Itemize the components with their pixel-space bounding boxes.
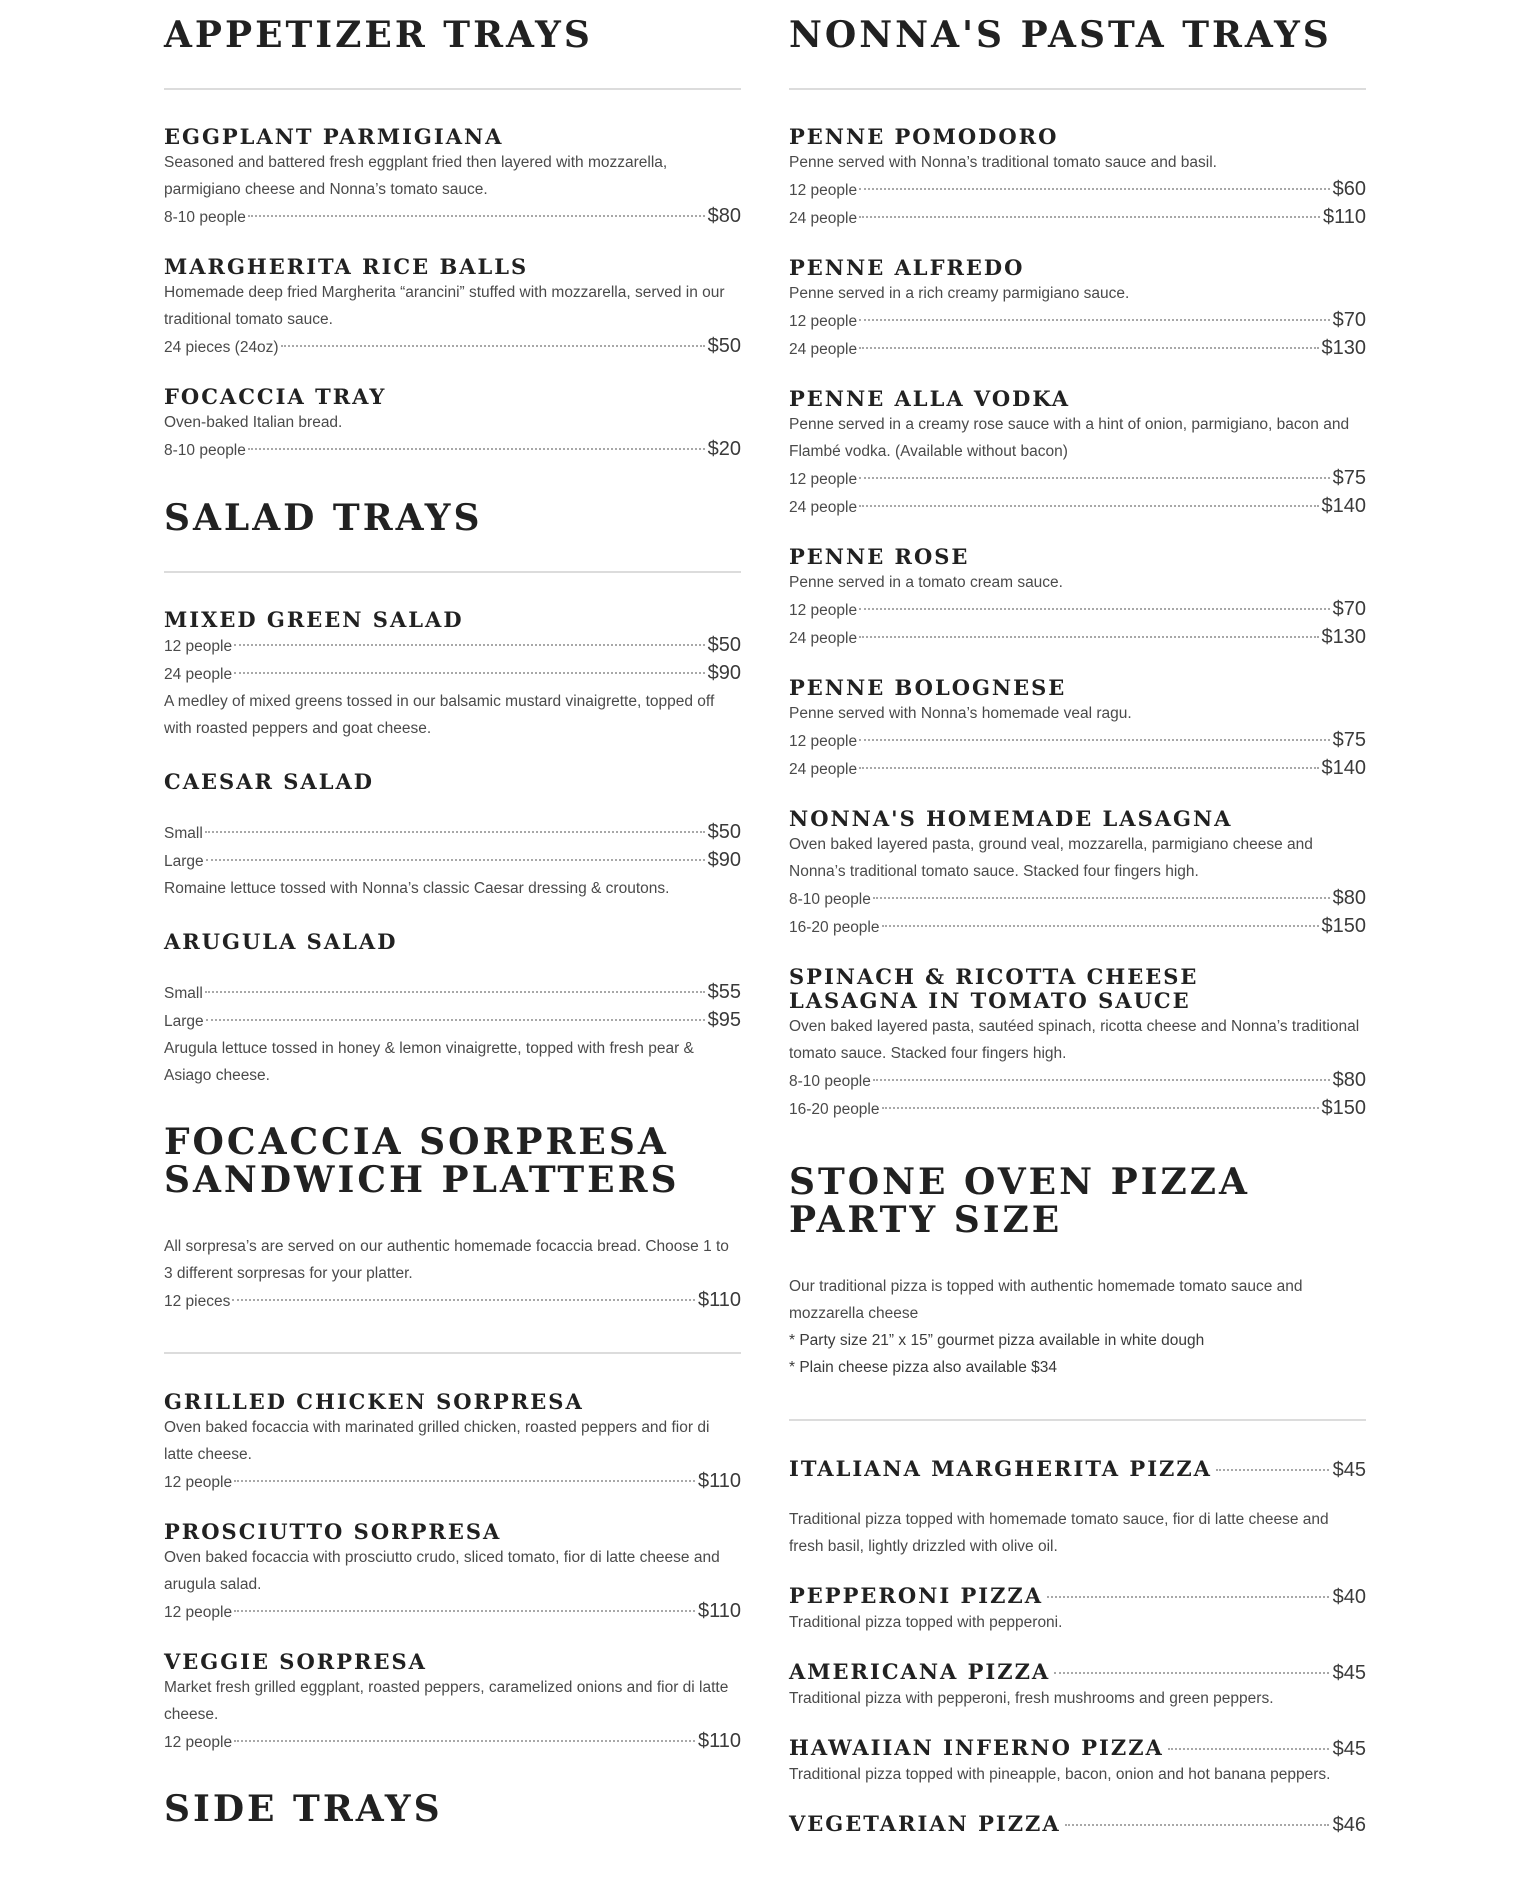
dot-leader: [234, 1480, 695, 1482]
item-description: Oven baked layered pasta, sautéed spinach, ricotta cheese and Nonna’s traditional tomato sauce. Stacked four fingers high.: [789, 1018, 1360, 1062]
size-label: 12 pieces: [164, 1293, 231, 1310]
item-name-row: [789, 1812, 1366, 1837]
price-row: [789, 493, 1366, 521]
item-name: PROSCIUTTO SORPRESA: [164, 1519, 502, 1544]
menu-item-penne-bolognese: [789, 676, 1366, 783]
price: $90: [707, 849, 741, 871]
price: $130: [1321, 626, 1366, 648]
item-description: Oven baked focaccia with prosciutto crudo, sliced tomato, fior di latte cheese and arugula salad.: [164, 1549, 720, 1593]
menu-item-hawaiian-inferno-pizza: [789, 1736, 1366, 1788]
price-row: [164, 819, 741, 847]
price: $55: [707, 981, 741, 1003]
price-row: [789, 755, 1366, 783]
menu-item-spinach-ricotta-lasagna: [789, 965, 1366, 1123]
dot-leader: [1054, 1672, 1328, 1674]
heading-line: PARTY SIZE: [789, 1199, 1063, 1241]
heading-line: SANDWICH PLATTERS: [164, 1159, 680, 1201]
price: $110: [697, 1289, 741, 1311]
item-name: EGGPLANT PARMIGIANA: [164, 124, 504, 149]
price-row: [164, 203, 741, 231]
price: $60: [1332, 178, 1366, 200]
item-name: CAESAR SALAD: [164, 769, 374, 794]
size-label: 12 people: [164, 1474, 233, 1491]
size-label: 24 pieces (24oz): [164, 339, 279, 356]
price: $40: [1332, 1586, 1366, 1608]
size-label: 12 people: [789, 313, 858, 330]
item-name: ITALIANA MARGHERITA PIZZA: [789, 1456, 1212, 1481]
price-row: [789, 176, 1366, 204]
price-row: [789, 727, 1366, 755]
price-row: [789, 624, 1366, 652]
menu-item-nonnas-homemade-lasagna: [789, 807, 1366, 941]
size-label: 16-20 people: [789, 919, 880, 936]
dot-leader: [232, 1299, 695, 1301]
heading-line: FOCACCIA SORPRESA: [164, 1121, 669, 1163]
item-description: Traditional pizza topped with pepperoni.: [789, 1614, 1063, 1631]
item-name: VEGETARIAN PIZZA: [789, 1811, 1061, 1836]
size-label: 12 people: [164, 1734, 233, 1751]
item-name: VEGGIE SORPRESA: [164, 1649, 427, 1674]
dot-leader: [234, 644, 705, 646]
price-row: [789, 465, 1366, 493]
size-label: 24 people: [789, 499, 858, 516]
item-name: ARUGULA SALAD: [164, 929, 398, 954]
size-label: 24 people: [789, 630, 858, 647]
price: $95: [707, 1009, 741, 1031]
dot-leader: [234, 1610, 695, 1612]
size-label: 8-10 people: [789, 1073, 871, 1090]
side-trays-heading: SIDE TRAYS: [164, 1788, 443, 1830]
item-name-row: [789, 1736, 1366, 1761]
price-row: [789, 1095, 1366, 1123]
dot-leader: [248, 448, 705, 450]
price: $50: [707, 335, 741, 357]
price: $150: [1321, 1097, 1366, 1119]
section-divider: [789, 1419, 1366, 1421]
price: $50: [707, 821, 741, 843]
price: $130: [1321, 337, 1366, 359]
price: $110: [697, 1730, 741, 1752]
item-name: PENNE ALLA VODKA: [789, 386, 1071, 411]
dot-leader: [859, 347, 1318, 349]
appetizer-trays-heading: APPETIZER TRAYS: [164, 14, 593, 56]
price-row: [164, 1287, 741, 1315]
price: $110: [697, 1470, 741, 1492]
section-divider: [164, 1352, 741, 1354]
dot-leader: [205, 991, 705, 993]
dot-leader: [859, 636, 1318, 638]
price-row: [789, 885, 1366, 913]
size-label: 12 people: [164, 1604, 233, 1621]
dot-leader: [248, 215, 705, 217]
size-label: 8-10 people: [164, 442, 246, 459]
dot-leader: [859, 767, 1318, 769]
size-label: 16-20 people: [789, 1101, 880, 1118]
price: $20: [707, 438, 741, 460]
price: $70: [1332, 309, 1366, 331]
dot-leader: [873, 1079, 1330, 1081]
item-name-row: [789, 1584, 1366, 1609]
size-label: 8-10 people: [164, 209, 246, 226]
item-name: NONNA'S HOMEMADE LASAGNA: [789, 806, 1233, 831]
item-name: MIXED GREEN SALAD: [164, 607, 464, 632]
dot-leader: [206, 1019, 705, 1021]
left-column: [164, 0, 741, 1828]
intro-text: All sorpresa’s are served on our authentic homemade focaccia bread. Choose 1 to 3 different sorpresas for your platter.: [164, 1238, 729, 1282]
item-description: Penne served in a creamy rose sauce with a hint of onion, parmigiano, bacon and Flambé vodka. (Available without bacon): [789, 416, 1350, 460]
item-name: PENNE ALFREDO: [789, 255, 1025, 280]
nonnas-pasta-trays-heading: NONNA'S PASTA TRAYS: [789, 14, 1332, 56]
pizza-note: * Plain cheese pizza also available $34: [789, 1359, 1057, 1376]
item-name: AMERICANA PIZZA: [789, 1659, 1051, 1684]
menu-item-arugula-salad: [164, 930, 741, 1089]
item-description: Seasoned and battered fresh eggplant fried then layered with mozzarella, parmigiano cheese and Nonna’s tomato sauce.: [164, 154, 668, 198]
price: $150: [1321, 915, 1366, 937]
item-name: PENNE POMODORO: [789, 124, 1059, 149]
item-description: A medley of mixed greens tossed in our balsamic mustard vinaigrette, topped off with roasted peppers and goat cheese.: [164, 693, 715, 737]
menu-item-penne-alla-vodka: [789, 387, 1366, 521]
item-description: Penne served in a rich creamy parmigiano sauce.: [789, 285, 1130, 302]
dot-leader: [1047, 1596, 1329, 1598]
dot-leader: [859, 739, 1330, 741]
menu-item-focaccia-tray: [164, 385, 741, 464]
dot-leader: [281, 345, 705, 347]
item-name: [789, 965, 1366, 1013]
focaccia-sorpresa-heading: [164, 1123, 741, 1199]
price-row: [164, 1007, 741, 1035]
menu-item-veggie-sorpresa: [164, 1650, 741, 1756]
item-name: HAWAIIAN INFERNO PIZZA: [789, 1735, 1164, 1760]
size-label: Small: [164, 825, 203, 842]
intro-text: Our traditional pizza is topped with authentic homemade tomato sauce and mozzarella cheese: [789, 1278, 1303, 1322]
section-divider: [789, 88, 1366, 90]
dot-leader: [882, 925, 1319, 927]
size-label: 12 people: [789, 602, 858, 619]
price: $80: [1332, 887, 1366, 909]
size-label: 24 people: [164, 666, 233, 683]
menu-item-pepperoni-pizza: [789, 1584, 1366, 1636]
item-description: Penne served in a tomato cream sauce.: [789, 574, 1063, 591]
size-label: Small: [164, 985, 203, 1002]
dot-leader: [859, 608, 1330, 610]
price: $110: [1322, 206, 1366, 228]
menu-item-prosciutto-sorpresa: [164, 1520, 741, 1626]
menu-item-mixed-green-salad: [164, 608, 741, 742]
price: $140: [1321, 757, 1366, 779]
item-name: PENNE ROSE: [789, 544, 970, 569]
price: $45: [1332, 1662, 1366, 1684]
size-label: 12 people: [789, 733, 858, 750]
item-description: Oven baked focaccia with marinated grilled chicken, roasted peppers and fior di latte cheese.: [164, 1419, 710, 1463]
price-row: [164, 1468, 741, 1496]
size-label: 8-10 people: [789, 891, 871, 908]
item-name: PEPPERONI PIZZA: [789, 1583, 1044, 1608]
item-name: MARGHERITA RICE BALLS: [164, 254, 529, 279]
item-name-line: LASAGNA IN TOMATO SAUCE: [789, 988, 1191, 1013]
price-row: [789, 335, 1366, 363]
price: $75: [1332, 467, 1366, 489]
dot-leader: [873, 897, 1330, 899]
size-label: Large: [164, 853, 204, 870]
price-row: [164, 660, 741, 688]
menu-item-grilled-chicken-sorpresa: [164, 1390, 741, 1496]
item-description: Penne served with Nonna’s homemade veal ragu.: [789, 705, 1132, 722]
item-description: Penne served with Nonna’s traditional tomato sauce and basil.: [789, 154, 1217, 171]
price-row: [164, 979, 741, 1007]
price: $140: [1321, 495, 1366, 517]
dot-leader: [234, 1740, 695, 1742]
pizza-intro: [789, 1273, 1366, 1381]
price: $80: [1332, 1069, 1366, 1091]
dot-leader: [1168, 1748, 1329, 1750]
price: $70: [1332, 598, 1366, 620]
item-name: GRILLED CHICKEN SORPRESA: [164, 1389, 584, 1414]
price: $80: [707, 205, 741, 227]
size-label: 12 people: [164, 638, 233, 655]
size-label: 12 people: [789, 182, 858, 199]
heading-line: STONE OVEN PIZZA: [789, 1161, 1250, 1203]
right-column: [789, 0, 1366, 1837]
menu-item-vegetarian-pizza: [789, 1812, 1366, 1837]
menu-item-penne-rose: [789, 545, 1366, 652]
menu-item-caesar-salad: [164, 770, 741, 902]
item-description: Oven-baked Italian bread.: [164, 414, 343, 431]
dot-leader: [859, 216, 1320, 218]
menu-item-americana-pizza: [789, 1660, 1366, 1712]
dot-leader: [205, 831, 705, 833]
price-row: [164, 1598, 741, 1626]
price-row: [164, 847, 741, 875]
price-row: [789, 913, 1366, 941]
dot-leader: [1065, 1824, 1329, 1826]
size-label: 24 people: [789, 210, 858, 227]
section-divider: [164, 571, 741, 573]
pizza-note: * Party size 21” x 15” gourmet pizza available in white dough: [789, 1332, 1205, 1349]
price: $75: [1332, 729, 1366, 751]
price: $46: [1332, 1814, 1366, 1836]
price-row: [789, 1067, 1366, 1095]
item-description: Traditional pizza topped with homemade tomato sauce, fior di latte cheese and fresh basil, lightly drizzled with olive oil.: [789, 1511, 1329, 1555]
dot-leader: [882, 1107, 1319, 1109]
price-row: [164, 632, 741, 660]
dot-leader: [859, 477, 1330, 479]
size-label: Large: [164, 1013, 204, 1030]
item-description: Traditional pizza with pepperoni, fresh mushrooms and green peppers.: [789, 1690, 1274, 1707]
item-name-row: [789, 1660, 1366, 1685]
item-name: FOCACCIA TRAY: [164, 384, 387, 409]
size-label: 12 people: [789, 471, 858, 488]
price: $45: [1332, 1738, 1366, 1760]
price: $45: [1332, 1459, 1366, 1481]
menu-item-margherita-rice-balls: [164, 255, 741, 361]
dot-leader: [234, 672, 705, 674]
dot-leader: [859, 319, 1330, 321]
item-name: PENNE BOLOGNESE: [789, 675, 1067, 700]
menu-item-penne-alfredo: [789, 256, 1366, 363]
size-label: 24 people: [789, 761, 858, 778]
price-row: [789, 204, 1366, 232]
size-label: 24 people: [789, 341, 858, 358]
menu-item-italiana-margherita-pizza: [789, 1457, 1366, 1560]
item-description: Traditional pizza topped with pineapple, bacon, onion and hot banana peppers.: [789, 1766, 1331, 1783]
dot-leader: [1216, 1469, 1329, 1471]
price-row: [164, 333, 741, 361]
salad-trays-heading: SALAD TRAYS: [164, 497, 483, 539]
price-row: [164, 1728, 741, 1756]
menu-item-eggplant-parmigiana: [164, 125, 741, 231]
menu-item-penne-pomodoro: [789, 125, 1366, 232]
price: $110: [697, 1600, 741, 1622]
item-description: Market fresh grilled eggplant, roasted peppers, caramelized onions and fior di latte cheese.: [164, 1679, 729, 1723]
item-name-row: [789, 1457, 1366, 1482]
dot-leader: [206, 859, 705, 861]
price-row: [789, 307, 1366, 335]
stone-oven-pizza-heading: [789, 1163, 1366, 1239]
price-row: [164, 436, 741, 464]
price: $50: [707, 634, 741, 656]
price: $90: [707, 662, 741, 684]
dot-leader: [859, 188, 1330, 190]
item-description: Oven baked layered pasta, ground veal, mozzarella, parmigiano cheese and Nonna’s traditional tomato sauce. Stacked four fingers high.: [789, 836, 1313, 880]
sorpresa-intro: [164, 1233, 741, 1315]
item-description: Romaine lettuce tossed with Nonna’s classic Caesar dressing & croutons.: [164, 880, 670, 897]
section-divider: [164, 88, 741, 90]
price-row: [789, 596, 1366, 624]
dot-leader: [859, 505, 1318, 507]
item-name-line: SPINACH & RICOTTA CHEESE: [789, 964, 1199, 989]
item-description: Arugula lettuce tossed in honey & lemon vinaigrette, topped with fresh pear & Asiago cheese.: [164, 1040, 694, 1084]
item-description: Homemade deep fried Margherita “arancini” stuffed with mozzarella, served in our traditional tomato sauce.: [164, 284, 725, 328]
